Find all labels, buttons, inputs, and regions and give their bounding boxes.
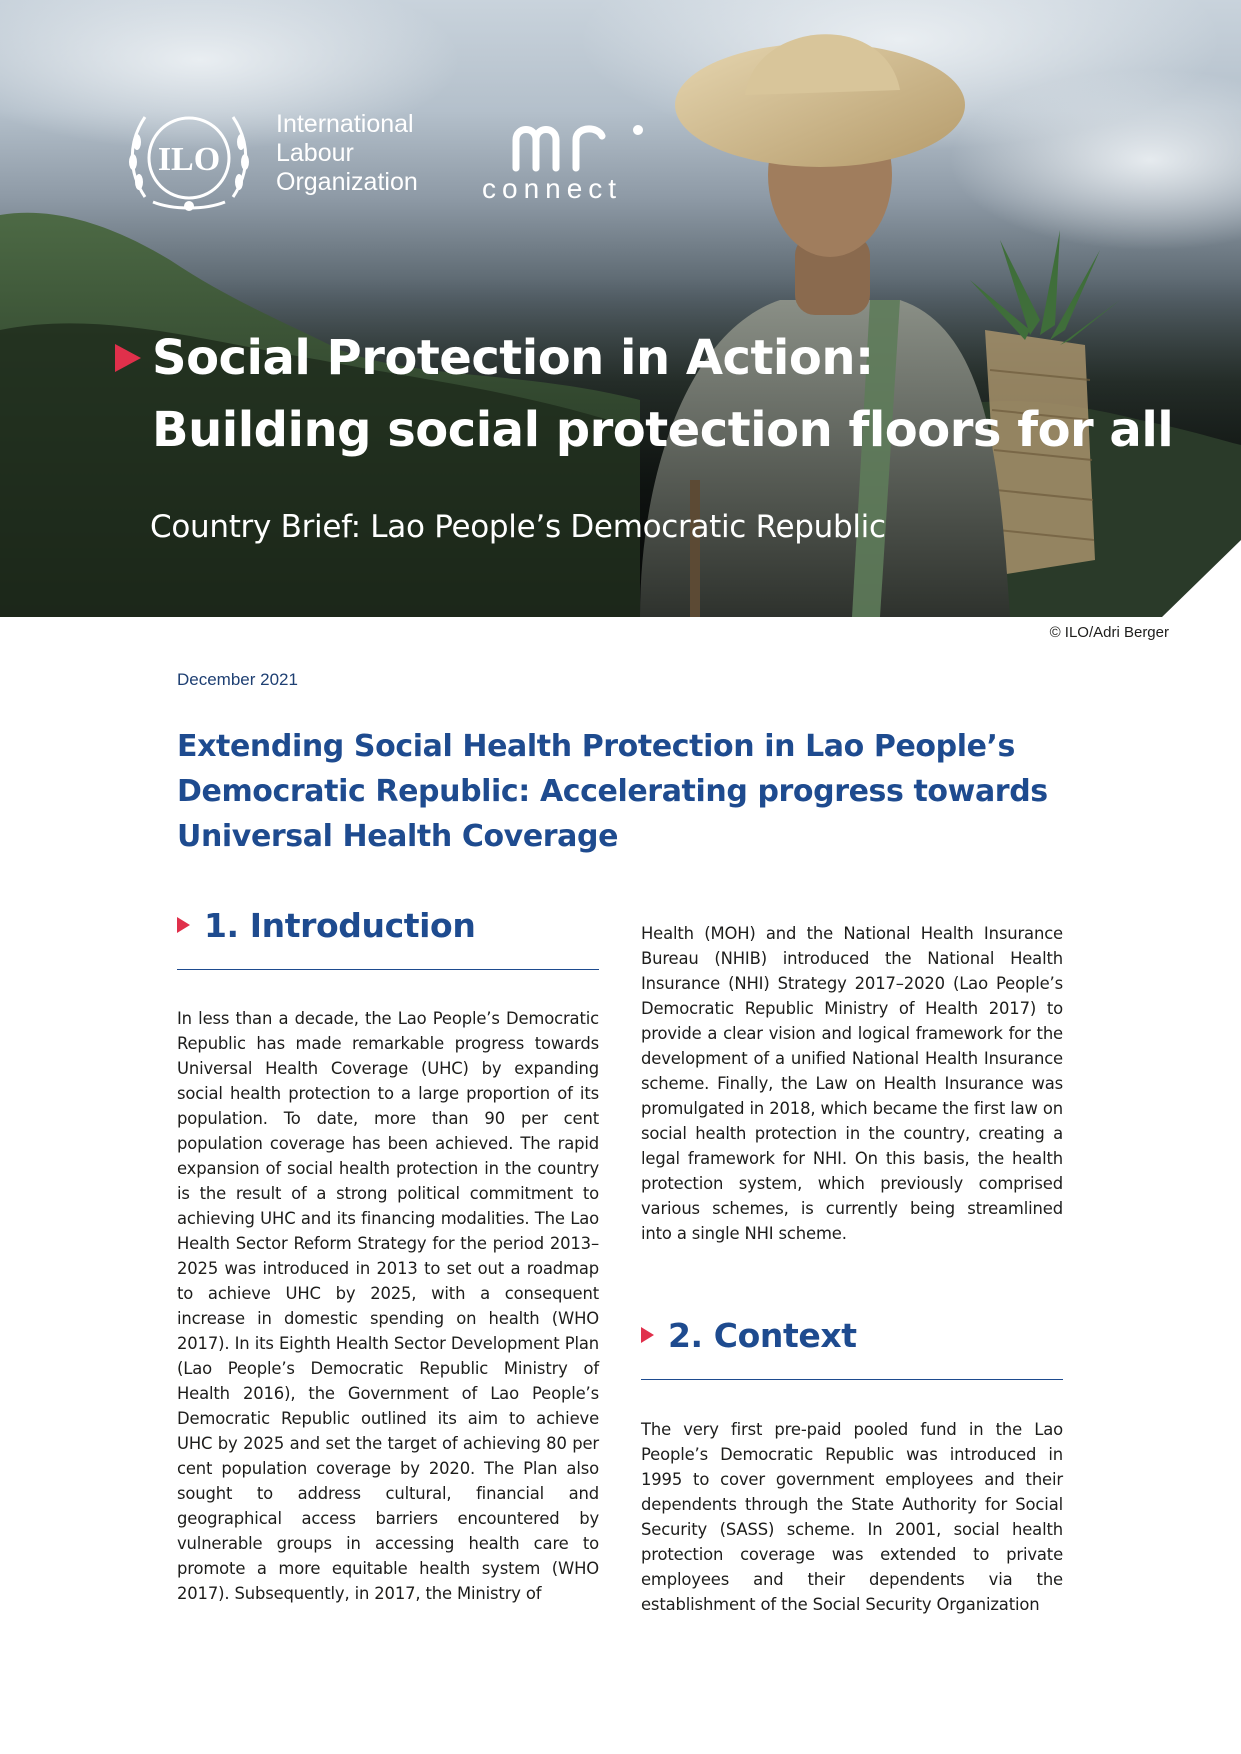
org-name-line: International xyxy=(276,110,414,138)
context-paragraph: The very first pre-paid pooled fund in the Lao People’s Democratic Republic was introduced in 1995 to cover government employees and their dependents through the State Authority for Social Security (SASS) scheme. In 2001, social health protection coverage was extended to private employees and their dependents via the establishment of the Social Security Organization xyxy=(641,1420,1063,1614)
hero-corner-cut xyxy=(1161,540,1241,617)
hero-title-line: Building social protection floors for all xyxy=(152,402,1174,458)
document-title: Extending Social Health Protection in Lao People’s Democratic Republic: Accelerating progress towards Universal Health Coverage xyxy=(177,729,1048,854)
cover-photo xyxy=(0,0,1241,617)
connect-logo-text: connect xyxy=(482,173,623,204)
photo-credit: © ILO/Adri Berger xyxy=(1049,624,1169,641)
org-name-line: Organization xyxy=(276,168,418,196)
ilo-emblem-logo xyxy=(123,102,255,214)
section-heading-context xyxy=(641,1316,857,1355)
introduction-paragraph: In less than a decade, the Lao People’s Democratic Republic has made remarkable progress towards Universal Health Coverage (UHC) by expanding social health protection to a large proportion of its population. To date, more than 90 per cent population coverage has been achieved. The rapid expansion of social health protection in the country is the result of a strong political commitment to achieving UHC and its financing modalities. The Lao Health Sector Reform Strategy for the period 2013–2025 was introduced in 2013 to set out a roadmap to achieve UHC by 2025, with a consequent increase in domestic spending on health (WHO 2017). In its Eighth Health Sector Development Plan (Lao People’s Democratic Republic Ministry of Health 2016), the Government of Lao People’s Democratic Republic outlined its aim to achieve UHC by 2025 and set the target of achieving 80 per cent population coverage by 2020. The Plan also sought to address cultural, financial and geographical access barriers encountered by vulnerable groups in accessing health care to promote a more equitable health system (WHO 2017). Subsequently, in 2017, the Ministry of xyxy=(177,1009,599,1603)
section-marker-icon xyxy=(641,1327,654,1343)
section-heading-introduction xyxy=(177,906,475,945)
hero-subtitle: Country Brief: Lao People’s Democratic Republic xyxy=(150,509,886,545)
section-heading-text: 1. Introduction xyxy=(204,906,476,945)
section-divider xyxy=(177,969,599,970)
hero-title xyxy=(152,322,1173,466)
publication-date: December 2021 xyxy=(177,670,298,689)
connect-logo xyxy=(480,118,660,204)
section-marker-icon xyxy=(177,917,190,933)
title-marker-icon xyxy=(115,344,141,372)
introduction-continuation-paragraph: Health (MOH) and the National Health Insurance Bureau (NHIB) introduced the National Health Insurance (NHI) Strategy 2017–2020 (Lao People’s Democratic Republic Ministry of Health 2017) to provide a clear vision and logical framework for the development of a unified National Health Insurance scheme. Finally, the Law on Health Insurance was promulgated in 2018, which became the first law on social health protection in the country, creating a legal framework for NHI. On this basis, the health protection system, which previously comprised various schemes, is currently being streamlined into a single NHI scheme. xyxy=(641,924,1063,1243)
org-name xyxy=(276,110,418,197)
org-name-line: Labour xyxy=(276,139,354,167)
section-heading-text: 2. Context xyxy=(668,1316,857,1355)
section-divider xyxy=(641,1379,1063,1380)
hero-title-line: Social Protection in Action: xyxy=(152,330,874,386)
ilo-emblem-text: ILO xyxy=(157,141,221,178)
